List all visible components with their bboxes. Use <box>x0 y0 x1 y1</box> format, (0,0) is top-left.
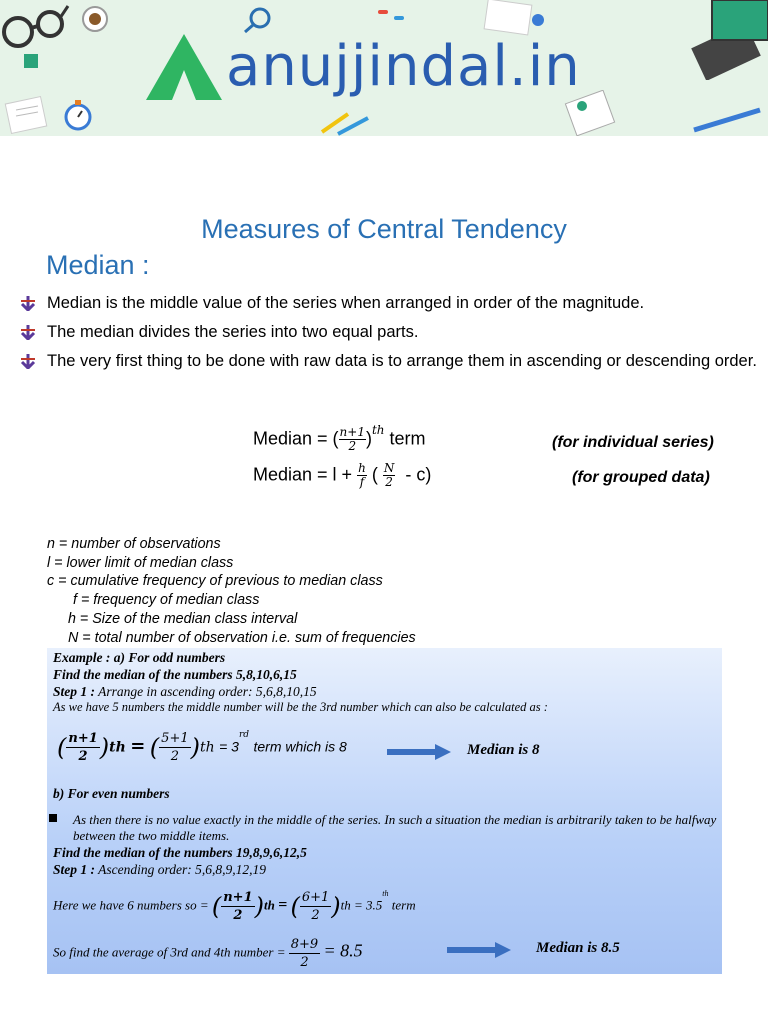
brand-name: anujjindal.in <box>226 34 581 99</box>
list-item <box>20 321 768 343</box>
step-text: Arrange in ascending order: 5,6,8,10,15 <box>95 684 317 699</box>
paren-open: ( <box>149 733 160 762</box>
numerator: h <box>358 461 366 475</box>
denominator: 2 <box>300 955 309 970</box>
laptop-icon <box>686 0 768 80</box>
brand-logo[interactable] <box>146 34 581 100</box>
fraction <box>221 889 254 924</box>
fraction <box>289 936 320 971</box>
paren-open: ( <box>290 892 300 921</box>
even-result: Median is 8.5 <box>536 940 620 956</box>
example-question-even: Find the median of the numbers 19,8,9,6,12,5 <box>53 845 307 860</box>
formula-suffix: - c) <box>405 464 432 485</box>
median-formula-grouped: Median = l + $\frac{h}{f}$ ( $\frac{N}{2}$ - c) <box>253 461 432 489</box>
numerator: 6+1 <box>301 890 330 905</box>
definition-item: c = cumulative frequency of previous to median class <box>47 573 383 590</box>
example-step-even <box>53 862 266 878</box>
sticky-note-icon <box>24 54 38 68</box>
list-item <box>20 350 768 372</box>
fraction <box>339 426 366 453</box>
bullet-text: Median is the middle value of the series when arranged in order of the magnitude. <box>47 294 645 312</box>
numerator: n+1 <box>339 425 365 439</box>
numerator: 5+1 <box>161 731 189 746</box>
denominator: 2 <box>311 908 320 923</box>
paren-close: ) <box>99 733 110 762</box>
superscript: th <box>199 739 215 756</box>
green-triangle-logo-icon <box>146 34 222 100</box>
even-heading: b) For even numbers <box>53 786 170 801</box>
superscript: th <box>340 897 351 913</box>
denominator: 2 <box>348 439 357 453</box>
even-average-value: = 8.5 <box>323 940 363 961</box>
numerator: n+1 <box>223 890 253 905</box>
definition-item: n = number of observations <box>47 536 221 552</box>
bullet-text: The median divides the series into two equal parts. <box>47 323 419 341</box>
magnifier-icon <box>240 4 276 34</box>
step-label: Step 1 : <box>53 862 95 877</box>
note-individual-series: (for individual series) <box>552 434 714 451</box>
bullet-square <box>49 814 57 822</box>
superscript: th <box>263 897 275 913</box>
odd-calculation <box>57 730 347 765</box>
header-banner <box>0 0 768 136</box>
even-intro: Here we have 6 numbers so = <box>53 897 209 913</box>
denominator: 2 <box>385 475 393 489</box>
odd-result: Median is 8 <box>467 742 540 758</box>
paren-close: ) <box>190 733 200 762</box>
numerator: n+1 <box>68 731 98 746</box>
example-question-odd: Find the median of the numbers 5,8,10,6,15 <box>53 667 297 682</box>
fraction <box>300 889 331 924</box>
page-title: Measures of Central Tendency <box>201 214 567 244</box>
paren-open: ( <box>57 733 67 762</box>
formula-prefix: Median = ( <box>253 428 339 449</box>
median-formula-individual: Median = ( $\frac{n+1}{2}$ )$^{th}$ term <box>253 423 426 453</box>
notepad-icon <box>4 94 54 134</box>
bullet-arrow-icon <box>20 324 36 340</box>
even-calculation <box>53 889 416 924</box>
even-term: term <box>388 897 416 913</box>
bullet-arrow-icon <box>20 353 36 369</box>
denominator: f <box>359 475 365 489</box>
definition-item: h = Size of the median class interval <box>68 610 298 627</box>
step-text: Ascending order: 5,6,8,9,12,19 <box>95 862 266 877</box>
numerator: N <box>383 461 395 475</box>
right-arrow-icon <box>447 942 511 956</box>
bullet-text: The very first thing to be done with raw data is to arrange them in ascending or descending order. <box>47 352 757 370</box>
denominator: 2 <box>78 749 88 764</box>
pens-icon <box>318 108 378 136</box>
paren-open: ( <box>211 892 222 921</box>
paren-close: ) <box>331 892 341 921</box>
glasses-icon <box>0 4 70 54</box>
even-average <box>53 936 363 971</box>
denominator: 2 <box>233 908 243 923</box>
paren-close: ) <box>254 892 264 921</box>
note-grouped-data: (for grouped data) <box>572 469 710 486</box>
superscript: th <box>371 423 385 437</box>
stopwatch-icon <box>62 98 94 132</box>
definitions-list <box>47 535 416 647</box>
bullet-list <box>20 292 768 379</box>
section-heading-median: Median : <box>46 250 150 280</box>
equals-value: = 3 <box>219 738 239 755</box>
definition-item: f = frequency of median class <box>73 592 260 609</box>
clips-icon <box>376 6 416 26</box>
pencil-icon <box>690 104 768 134</box>
fraction <box>383 462 396 489</box>
fraction <box>159 730 190 765</box>
example-box <box>47 648 722 974</box>
example-heading: Example : a) For odd numbers <box>53 650 226 665</box>
coffee-cup-icon <box>80 4 110 34</box>
equals-sign: = <box>130 735 146 757</box>
equals-sign: = <box>278 896 288 914</box>
bullet-arrow-icon <box>20 295 36 311</box>
formula-prefix: Median = l + <box>253 464 353 485</box>
definition-item: l = lower limit of median class <box>47 554 234 571</box>
superscript-th: th <box>382 889 389 898</box>
superscript-rd: rd <box>238 730 250 740</box>
list-item <box>20 292 768 314</box>
example-explanation-odd: As we have 5 numbers the middle number will be the 3rd number which can also be calculated as : <box>53 700 548 714</box>
superscript: th <box>109 739 126 756</box>
fraction <box>66 730 99 765</box>
even-value: = 3.5 <box>354 897 383 913</box>
formula-suffix: term <box>389 428 426 449</box>
even-explanation: As then there is no value exactly in the middle of the series. In such a situation the median is arbitrarily taken to be halfway between the two middle items. <box>73 812 717 843</box>
right-arrow-icon <box>387 744 451 758</box>
example-step-odd <box>53 684 317 700</box>
even-average-text: So find the average of 3rd and 4th number = <box>53 944 286 960</box>
fraction <box>357 462 367 489</box>
step-label: Step 1 : <box>53 684 95 699</box>
definition-item: N = total number of observation i.e. sum of frequencies <box>68 629 416 646</box>
odd-tail-text: term which is 8 <box>253 738 347 755</box>
numerator: 8+9 <box>290 937 319 952</box>
denominator: 2 <box>170 749 180 764</box>
